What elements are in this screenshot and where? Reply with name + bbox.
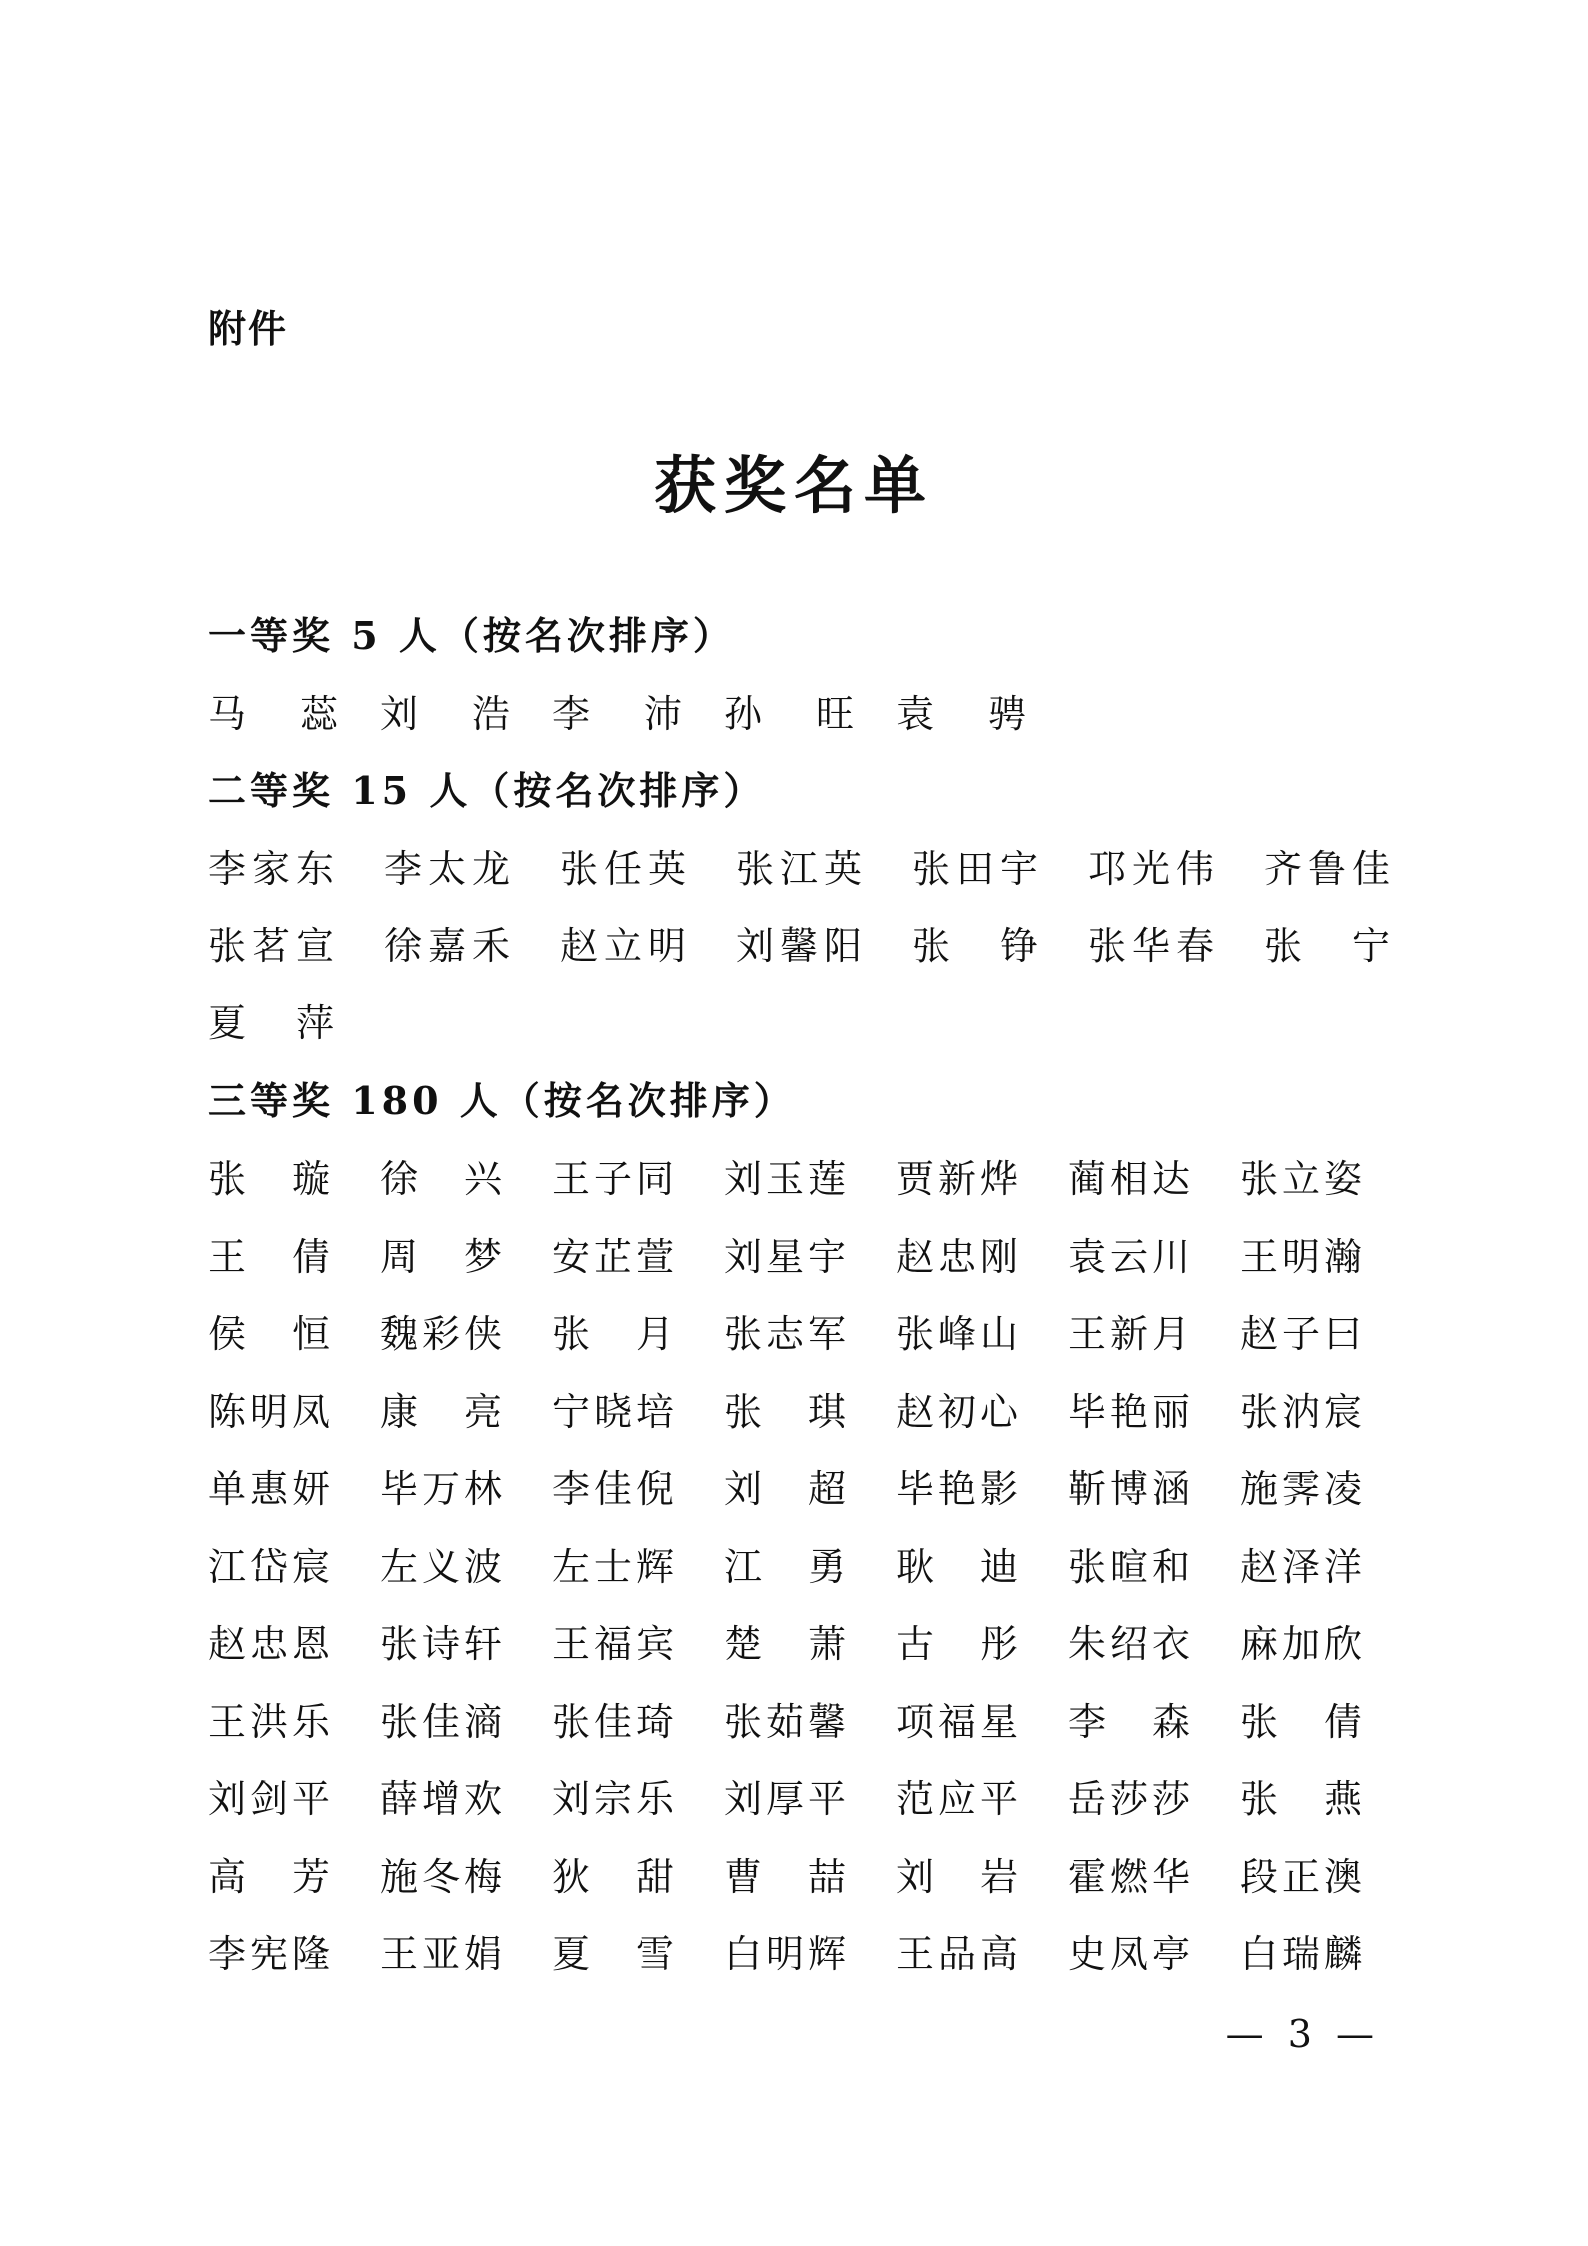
winner-name: 张志军 [724,1312,851,1356]
winner-name: 张江英 [736,847,869,891]
winner-name: 李宪隆 [208,1932,335,1976]
winner-name: 王子同 [552,1157,679,1201]
winner-name: 高 芳 [208,1854,335,1899]
winner-name: 李 沛 [552,692,691,736]
winner-name: 张田宇 [912,847,1045,891]
winner-name: 蔺相达 [1068,1157,1195,1201]
winner-name: 左义波 [380,1544,507,1589]
winner-name: 狄 甜 [552,1854,679,1899]
winner-name: 张 燕 [1240,1777,1367,1821]
winner-name: 张 宁 [1264,924,1397,968]
winner-name: 古 彤 [896,1622,1023,1666]
winner-name: 齐鲁佳 [1264,847,1397,891]
winner-name: 张诗轩 [380,1622,507,1666]
winner-name: 朱绍衣 [1068,1622,1195,1666]
winner-name: 夏 雪 [552,1932,679,1976]
winner-name: 单惠妍 [208,1467,335,1511]
winner-name: 刘厚平 [724,1777,851,1821]
section-heading-third: 三等奖 180 人（按名次排序） [208,1078,796,1123]
winner-name: 张暄和 [1068,1544,1195,1589]
winner-name: 段正澳 [1240,1854,1367,1899]
winner-name: 张 璇 [208,1157,335,1201]
winner-name: 张茹馨 [724,1699,851,1744]
winner-name: 王洪乐 [208,1699,335,1744]
winner-name: 江 勇 [724,1544,851,1589]
winner-name: 耿 迪 [896,1544,1023,1589]
winner-name: 孙 旺 [724,692,863,736]
winner-name: 张佳琦 [552,1699,679,1744]
winner-name: 李家东 [208,847,341,891]
winner-name: 张汭宸 [1240,1389,1367,1434]
winner-name: 薛增欢 [380,1777,507,1821]
winner-name: 刘玉莲 [724,1157,851,1201]
winner-name: 项福星 [896,1699,1023,1744]
winner-name: 张立姿 [1240,1157,1367,1201]
winner-name: 袁 骋 [896,692,1035,736]
winner-name: 周 梦 [380,1234,507,1279]
winner-name: 李太龙 [384,847,517,891]
winner-name: 张 倩 [1240,1699,1367,1744]
winner-name: 安芷萱 [552,1234,679,1279]
winner-name: 毕艳丽 [1068,1389,1195,1434]
winner-name: 徐嘉禾 [384,924,517,968]
winner-name: 袁云川 [1068,1234,1195,1279]
winner-name: 霍燃华 [1068,1854,1195,1899]
winner-name: 刘 岩 [896,1854,1023,1899]
winner-name: 江岱宸 [208,1544,335,1589]
winner-name: 王福宾 [552,1622,679,1666]
winner-name: 刘馨阳 [736,924,869,968]
winner-name: 赵初心 [896,1389,1023,1434]
winner-name: 白瑞麟 [1240,1932,1367,1976]
winner-name: 康 亮 [380,1389,507,1434]
winner-name: 毕万林 [380,1467,507,1511]
winner-name: 赵泽洋 [1240,1544,1367,1589]
attachment-label: 附件 [208,307,289,351]
winner-name: 刘星宇 [724,1234,851,1279]
winner-name: 王品高 [896,1932,1023,1976]
winner-name: 史凤亭 [1068,1932,1195,1976]
winner-name: 王新月 [1068,1312,1195,1356]
winner-name: 曹 喆 [724,1854,851,1899]
winner-name: 李佳倪 [552,1467,679,1511]
winner-name: 宁晓培 [552,1389,679,1434]
winner-name: 施霁凌 [1240,1467,1367,1511]
winner-name: 王亚娟 [380,1932,507,1976]
winner-name: 王明瀚 [1240,1234,1367,1279]
winner-name: 左士辉 [552,1544,679,1589]
winner-name: 刘 浩 [380,692,519,736]
winner-name: 刘宗乐 [552,1777,679,1821]
winner-name: 魏彩侠 [380,1312,507,1356]
winner-name: 楚 萧 [724,1622,851,1666]
section-heading-second: 二等奖 15 人（按名次排序） [208,768,766,813]
winner-name: 赵立明 [560,924,693,968]
winner-name: 王 倩 [208,1234,335,1279]
winner-name: 赵忠恩 [208,1622,335,1666]
page-title: 获奖名单 [653,449,934,522]
winner-name: 白明辉 [724,1932,851,1976]
winner-name: 张茗宣 [208,924,341,968]
winner-name: 贾新烨 [896,1157,1023,1201]
winner-name: 张华春 [1088,924,1221,968]
winner-name: 毕艳影 [896,1467,1023,1511]
winner-name: 刘 超 [724,1467,851,1511]
winner-name: 施冬梅 [380,1854,507,1899]
winner-name: 靳博涵 [1068,1467,1195,1511]
winner-name: 张佳滳 [380,1699,507,1744]
page-number: — 3 — [1225,2012,1380,2056]
winner-name: 马 蕊 [208,692,347,736]
winner-name: 范应平 [896,1777,1023,1821]
winner-name: 张 琪 [724,1389,851,1434]
winner-name: 岳莎莎 [1068,1777,1195,1821]
winner-name: 李 森 [1068,1699,1195,1744]
winner-name: 赵子曰 [1240,1312,1367,1356]
winner-name: 张 月 [552,1312,679,1356]
winner-name: 赵忠刚 [896,1234,1023,1279]
winner-name: 徐 兴 [380,1157,507,1201]
winner-name: 刘剑平 [208,1777,335,1821]
winner-name: 陈明凤 [208,1389,335,1434]
winner-name: 夏 萍 [208,1001,341,1045]
winner-name: 张峰山 [896,1312,1023,1356]
winner-name: 张任英 [560,847,693,891]
section-heading-first: 一等奖 5 人（按名次排序） [208,613,735,658]
winner-name: 张 铮 [912,924,1045,968]
winner-name: 麻加欣 [1240,1622,1367,1666]
winner-name: 侯 恒 [208,1312,335,1356]
winner-name: 邛光伟 [1088,847,1221,891]
